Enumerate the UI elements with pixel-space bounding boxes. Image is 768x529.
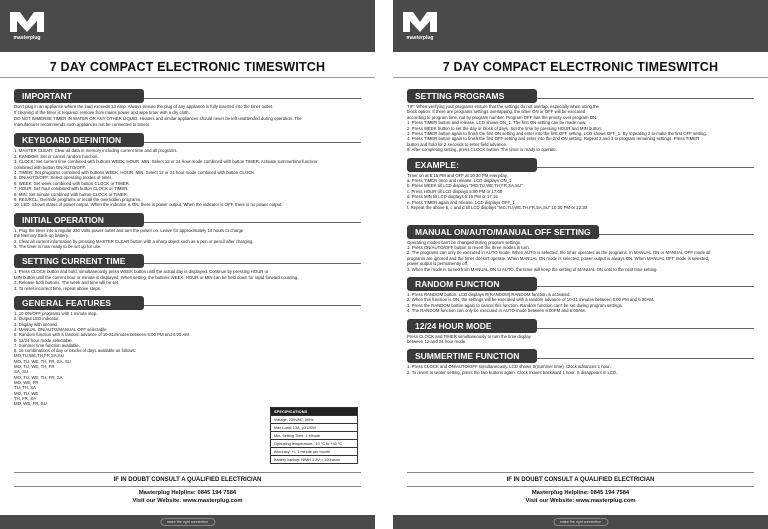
general-features-list: [14, 311, 361, 406]
important-text: Don't plug in an appliance where the load exceeds 13 Amp. Always ensure the plug of any appliance is fully inserted into the timer outlet. If cleaning of the timer is required, remove from mains power and wipe timer with a dry cloth. DO NOT IMMERSE TIMER IN WATER OR ANY OTHER LIQUID. Heaters and similar appliances should never be left unattended during operation. The manufacturer recommends such appliances not be connected to timers.: [14, 104, 302, 128]
list-item: 4. Press TIMER button again to finish the first OFF setting and enter into the 2nd ON setting. Repeat 2 and 3 to program remaining settings. Press TIMER: [407, 136, 700, 142]
list-item: 8. 16 combinations of day or blocks of days available as follows:: [14, 348, 136, 354]
initial-list: [14, 228, 361, 250]
list-item: 3. Press the RANDOM button again to cancel this function. Random function can't be set during program settings.: [407, 302, 624, 308]
example-heading: EXAMPLE:: [407, 158, 537, 172]
divider: [407, 486, 754, 487]
list-item: a. Press TIMER once and release. LCD displays ON_1: [407, 178, 512, 184]
list-item: 2. When this function is ON, the settings will be executed with a random advance of 10-31 minutes between 6:00 PM and 6:00AM.: [407, 297, 655, 303]
list-item: e. Press TIMER again and release. LCD displays OFF_1: [407, 199, 515, 205]
list-item: 5. ON/AUTO/OFF: Select operating modes of timer.: [14, 175, 113, 181]
spec-row: Voltage: 230VAC, 50Hz: [271, 415, 357, 423]
list-item: TH, FR, SA: [14, 395, 36, 401]
list-item: MO, WE, FR, SU: [14, 401, 47, 407]
list-item: 7. Summer time function available.: [14, 342, 80, 348]
logo-text: masterplug: [406, 35, 434, 41]
tagline: make the right connection: [553, 518, 608, 526]
list-item: 7. HOUR: Set hour combined with button CLOCK or TIMER.: [14, 186, 129, 192]
setting-programs-list: [407, 104, 754, 153]
hour-mode-list: [407, 334, 754, 345]
list-item: MO, TU, WE, TH, FR, SA: [14, 374, 63, 380]
right-page: [393, 0, 768, 529]
divider: [14, 486, 361, 487]
list-item: b. Press WEEK till LCD displays "MO,TU,WE,TH,FR,SA,SU": [407, 183, 523, 189]
list-item: 6. WEEK: Set week combined with button CLOCK or TIMER.: [14, 180, 130, 186]
logo-text: masterplug: [13, 35, 41, 41]
specifications-table: [270, 407, 358, 464]
tagline: make the right connection: [160, 518, 215, 526]
electrician-warning: IF IN DOUBT CONSULT A QUALIFIED ELECTRICIAN: [113, 477, 262, 483]
list-item: 3. Press TIMER button again to finish the first ON setting and enter into the first OFF setting. LCD shows OFF_1. By repeating 2 to make the first OFF setting.: [407, 131, 707, 137]
masterplug-logo: [6, 8, 48, 46]
list-item: TIP: When verifying your programs ensure that the settings do not overlap, especially when using the: [407, 104, 600, 109]
list-item: MIN button until the current hour or minute is displayed. When setting, the buttons WEEK, HOUR or MIN can be held down for rapid forward counting.: [14, 274, 299, 280]
list-item: block option. If there are programs settings overlapping, the timer ON or OFF will be executed: [407, 109, 586, 115]
list-item: 1. 10 ON/OFF programs with 1 minute step.: [14, 311, 98, 317]
header-bar: [393, 0, 768, 52]
left-page: [0, 0, 375, 529]
list-item: power output is permanently off.: [407, 261, 469, 267]
helpline: Masterplug Helpline: 0845 194 7584: [138, 490, 237, 496]
spec-row: Max Load: 13A, μ3120W: [271, 423, 357, 431]
page-title: 7 DAY COMPACT ELECTRONIC TIMESWITCH: [0, 56, 375, 78]
list-item: 4. The RANDOM function can only be executed in AUTO mode between 6:00PM and 6:00AM.: [407, 308, 586, 314]
divider: [407, 472, 754, 473]
example-list: [407, 173, 754, 211]
masterplug-logo: [399, 8, 441, 46]
keyboard-heading: KEYBOARD DEFINITION: [14, 133, 144, 147]
list-item: 1. Press ON/AUTO/OFF button to revert the three modes in turn.: [407, 244, 530, 250]
list-item: 3. To reset incorrect time, repeat above steps.: [14, 285, 102, 291]
footer-bar: [0, 515, 375, 529]
list-item: 4. TIMER: Set programs combined with buttons WEEK, HOUR, MIN. Select 12 or 24 hour mode combined with button CLOCK.: [14, 170, 256, 175]
list-item: Press CLOCK and TIMER simultaneously to turn the time display: [407, 333, 531, 339]
list-item: programs are ignored and the timer doesn't operate. When MANUAL ON mode is selected, power output is always ON. When MANUAL OFF mode is selected,: [407, 255, 710, 261]
important-heading: IMPORTANT: [14, 89, 144, 103]
list-item: MO, TU, WE, TH, FR: [14, 364, 55, 370]
general-features-heading: GENERAL FEATURES: [14, 296, 144, 310]
list-item: 1. Press CLOCK and ON/AUTO/OFF simultaneously. LCD shows S(Summer time). Clock advances 1 hour.: [407, 364, 611, 370]
list-item: Timer on at 5:15 PM and OFF at 10:30 PM everyday.: [407, 172, 508, 178]
spec-row: Accuracy: +/- 1 minute per month: [271, 447, 357, 455]
list-item: c. Press HOUR till LCD displays 5:00 PM or 17:00: [407, 188, 503, 194]
logo-mark-icon: [399, 8, 441, 34]
setting-time-list: [14, 269, 361, 291]
list-item: f. Repeat the above b, c and d till LCD displays "MO,TU,WE,TH,FR,SA,SU" 10:30 PM or 22:30: [407, 205, 588, 211]
list-item: 3. Display with second.: [14, 321, 58, 327]
list-item: 4. MANUAL ON/AUTO/MANUAL OFF selectable.: [14, 326, 108, 332]
website: Visit our Website: www.masterplug.com: [525, 498, 636, 504]
list-item: 6. 12/24 hour mode selectable.: [14, 337, 74, 343]
list-item: 2. RANDOM: Set or cancel random function.: [14, 153, 99, 159]
electrician-warning: IF IN DOUBT CONSULT A QUALIFIED ELECTRICIAN: [506, 477, 655, 483]
spec-row: Min. Setting Time: 1 Minute: [271, 431, 357, 439]
setting-time-heading: SETTING CURRENT TIME: [14, 254, 144, 268]
specifications-heading: SPECIFICATIONS: [271, 408, 357, 415]
helpline: Masterplug Helpline: 0845 194 7584: [531, 490, 630, 496]
divider: [14, 472, 361, 473]
list-item: 1. MASTER CLEAR: Clear all data in memory including current time and all programs.: [14, 148, 178, 154]
spec-row: Operating temperature: -10 °C to +40 °C: [271, 439, 357, 447]
list-item: combined with button ON/AUTO/OFF.: [14, 164, 86, 170]
list-item: 5. After completing setting, press CLOCK button. The timer is ready to operate.: [407, 147, 557, 153]
list-item: 2. Press WEEK button to set the day or block of days. Set the time by pressing HOUR and MIN button.: [407, 125, 603, 131]
list-item: between 12 and 24 hour mode.: [407, 338, 467, 344]
list-item: MO, TU, WE, TH, FR, SA, SU: [14, 358, 71, 364]
list-item: MO,TU,WE,TH,FR,SA,SU: [14, 353, 64, 359]
list-item: 1. Press RANDOM button. LCD displays R(RANDOM).RANDOM function is activated.: [407, 291, 571, 297]
footer-bar: [393, 515, 768, 529]
list-item: 2. Output LED indicator.: [14, 316, 60, 322]
list-item: 8. MIN: Set minute combined with button CLOCK or TIMER.: [14, 191, 129, 197]
website: Visit our Website: www.masterplug.com: [132, 498, 243, 504]
list-item: 2. The programs can only be executed in AUTO mode. When AUTO is selected, the timer operates as the programs. In MANUAL ON or MANUAL OFF mode all: [407, 250, 711, 256]
right-content: [407, 84, 754, 375]
setting-programs-heading: SETTING PROGRAMS: [407, 89, 537, 103]
list-item: 5. Random function with a random advance of 10-31minutes between 6:00 PM and 6:00 AM.: [14, 332, 191, 338]
list-item: according to program time, not by program number. Program OFF has the priority over program ON.: [407, 114, 598, 120]
list-item: 2. Clear all current information by pressing MASTER CLEAR button with a sharp object such as a pen or pencil after charging.: [14, 238, 254, 244]
list-item: d. Press MIN till LCD displays 5:15 PM or 17:15: [407, 194, 498, 200]
list-item: 10. LED: Shows status of power output. When the indicator is ON, there is power output. When the indicator is OFF, there is no power output.: [14, 202, 283, 208]
random-function-heading: RANDOM FUNCTION: [407, 277, 537, 291]
list-item: 1. Press TIMER button and release. LCD shows ON_1. The first ON setting can be made now.: [407, 120, 587, 126]
logo-mark-icon: [6, 8, 48, 34]
list-item: 2. Release both buttons. The week and time will be set.: [14, 280, 120, 286]
list-item: 1. Plug the timer into a regular 230 Volts power outlet and turn the power on. Leave for approximately 14 hours to charge: [14, 227, 244, 233]
list-item: 9. RES/RCL: Override programs or recall the overridden programs.: [14, 197, 142, 203]
left-content: [14, 84, 361, 406]
list-item: 1. Press CLOCK button and hold, simultaneously press WEEK button until the actual day is displayed. Continue by pressing HOUR or: [14, 269, 269, 275]
header-bar: [0, 0, 375, 52]
list-item: MO, WE, FR: [14, 379, 39, 385]
list-item: button and hold for 2 seconds to enter field advance.: [407, 141, 508, 147]
random-function-list: [407, 292, 754, 314]
page-title: 7 DAY COMPACT ELECTRONIC TIMESWITCH: [393, 56, 768, 78]
spec-row: Battery backup: NiMH 1.2V > 100hours: [271, 455, 357, 463]
hour-mode-heading: 12/24 HOUR MODE: [407, 319, 537, 333]
keyboard-list: [14, 148, 361, 207]
initial-heading: INITIAL OPERATION: [14, 213, 144, 227]
list-item: Operating modes can't be changed during program settings.: [407, 239, 522, 245]
list-item: 3. When the mode is turned from MANUAL ON to AUTO, the timer will keep the setting of MANUAL ON until to the next time setting.: [407, 266, 658, 272]
list-item: 3. The timer is now ready to be set up for use.: [14, 244, 102, 250]
manual-setting-heading: MANUAL ON/AUTO/MANUAL OFF SETTING: [407, 225, 599, 239]
list-item: SA, SU: [14, 369, 29, 375]
list-item: 3. CLOCK: Set current time combined with buttons WEEK, HOUR, MIN. Select 12 or 24 hour mode combined with button TIMER. Activate summertime function: [14, 159, 318, 165]
list-item: TU, TH, SA: [14, 385, 36, 391]
list-item: the Memory Back-up battery.: [14, 233, 69, 239]
list-item: 2. To revert to winter setting, press the two buttons again. Clock moves backward 1 hour. S disappears in LCD.: [407, 369, 618, 375]
summertime-list: [407, 364, 754, 375]
list-item: MO, TU, WE: [14, 390, 39, 396]
manual-setting-list: [407, 240, 754, 272]
summertime-heading: SUMMERTIME FUNCTION: [407, 349, 537, 363]
